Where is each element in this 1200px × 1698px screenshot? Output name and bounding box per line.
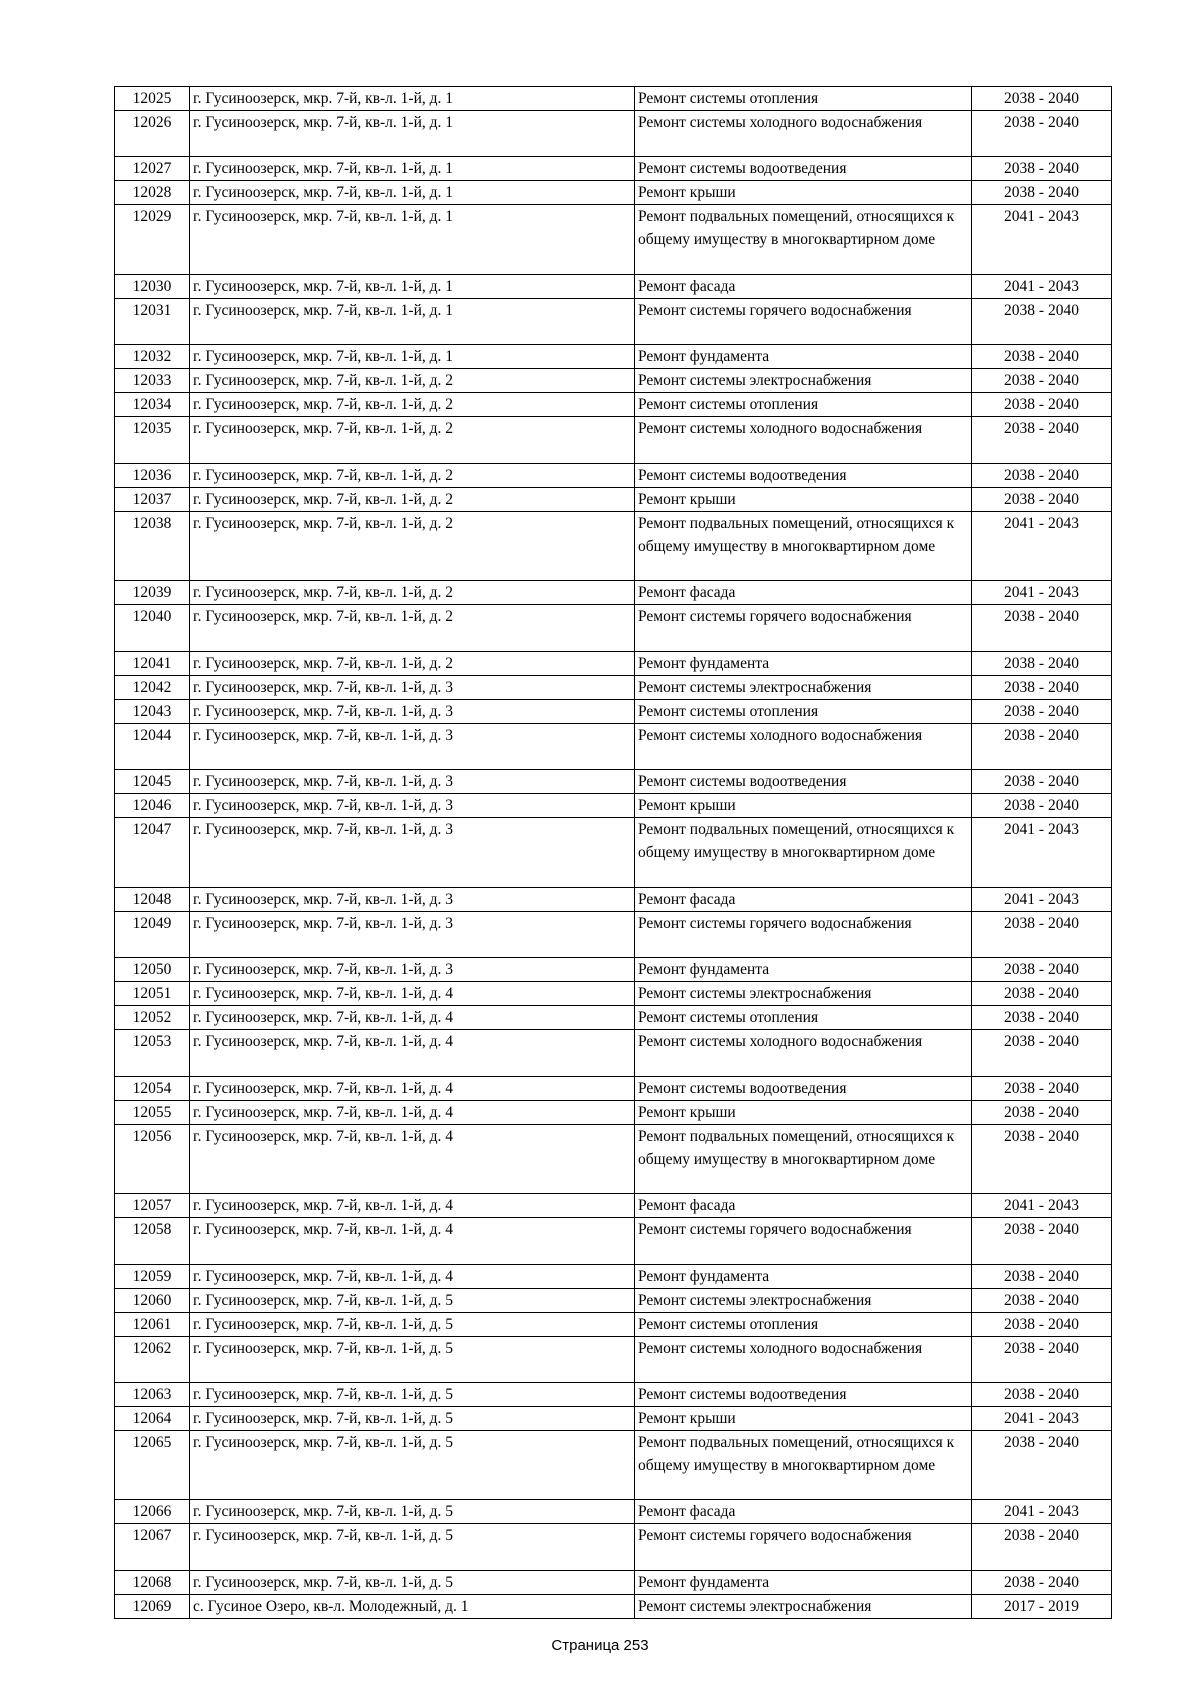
row-number-cell: 12061 xyxy=(115,1312,190,1336)
address-cell: г. Гусиноозерск, мкр. 7-й, кв-л. 1-й, д. 5 xyxy=(190,1524,635,1570)
period-cell: 2038 - 2040 xyxy=(972,675,1112,699)
work-type-cell: Ремонт подвальных помещений, относящихся к общему имуществу в многоквартирном доме xyxy=(635,205,972,275)
table-row xyxy=(115,1430,1112,1500)
table-row xyxy=(115,345,1112,369)
row-number-cell: 12041 xyxy=(115,651,190,675)
row-number-cell: 12036 xyxy=(115,463,190,487)
address-cell: г. Гусиноозерск, мкр. 7-й, кв-л. 1-й, д. 2 xyxy=(190,487,635,511)
period-cell: 2038 - 2040 xyxy=(972,794,1112,818)
period-cell: 2038 - 2040 xyxy=(972,1030,1112,1076)
address-cell: г. Гусиноозерск, мкр. 7-й, кв-л. 1-й, д. 2 xyxy=(190,463,635,487)
period-cell: 2041 - 2043 xyxy=(972,205,1112,275)
address-cell: г. Гусиноозерск, мкр. 7-й, кв-л. 1-й, д. 4 xyxy=(190,1006,635,1030)
capital-repair-table xyxy=(114,86,1112,1619)
work-type-cell: Ремонт крыши xyxy=(635,794,972,818)
address-cell: г. Гусиноозерск, мкр. 7-й, кв-л. 1-й, д. 2 xyxy=(190,417,635,463)
row-number-cell: 12047 xyxy=(115,818,190,888)
work-type-cell: Ремонт системы отопления xyxy=(635,393,972,417)
row-number-cell: 12032 xyxy=(115,345,190,369)
table-row xyxy=(115,87,1112,111)
address-cell: г. Гусиноозерск, мкр. 7-й, кв-л. 1-й, д. 5 xyxy=(190,1312,635,1336)
row-number-cell: 12064 xyxy=(115,1406,190,1430)
period-cell: 2038 - 2040 xyxy=(972,1382,1112,1406)
table-row xyxy=(115,1076,1112,1100)
table-row xyxy=(115,1382,1112,1406)
period-cell: 2038 - 2040 xyxy=(972,605,1112,651)
row-number-cell: 12034 xyxy=(115,393,190,417)
period-cell: 2038 - 2040 xyxy=(972,417,1112,463)
work-type-cell: Ремонт фасада xyxy=(635,1500,972,1524)
period-cell: 2038 - 2040 xyxy=(972,1100,1112,1124)
work-type-cell: Ремонт системы отопления xyxy=(635,1312,972,1336)
table-row xyxy=(115,511,1112,581)
table-row xyxy=(115,1500,1112,1524)
row-number-cell: 12029 xyxy=(115,205,190,275)
work-type-cell: Ремонт системы водоотведения xyxy=(635,157,972,181)
address-cell: г. Гусиноозерск, мкр. 7-й, кв-л. 1-й, д. 3 xyxy=(190,818,635,888)
table-row xyxy=(115,369,1112,393)
period-cell: 2038 - 2040 xyxy=(972,651,1112,675)
table-row xyxy=(115,699,1112,723)
work-type-cell: Ремонт подвальных помещений, относящихся к общему имуществу в многоквартирном доме xyxy=(635,1430,972,1500)
period-cell: 2038 - 2040 xyxy=(972,699,1112,723)
address-cell: г. Гусиноозерск, мкр. 7-й, кв-л. 1-й, д. 2 xyxy=(190,511,635,581)
table-row xyxy=(115,770,1112,794)
period-cell: 2038 - 2040 xyxy=(972,1430,1112,1500)
table-row xyxy=(115,675,1112,699)
row-number-cell: 12060 xyxy=(115,1288,190,1312)
period-cell: 2038 - 2040 xyxy=(972,1570,1112,1594)
address-cell: г. Гусиноозерск, мкр. 7-й, кв-л. 1-й, д. 4 xyxy=(190,1124,635,1194)
work-type-cell: Ремонт системы электроснабжения xyxy=(635,369,972,393)
table-row xyxy=(115,1194,1112,1218)
address-cell: с. Гусиное Озеро, кв-л. Молодежный, д. 1 xyxy=(190,1594,635,1618)
period-cell: 2041 - 2043 xyxy=(972,818,1112,888)
period-cell: 2041 - 2043 xyxy=(972,511,1112,581)
period-cell: 2038 - 2040 xyxy=(972,1336,1112,1382)
period-cell: 2017 - 2019 xyxy=(972,1594,1112,1618)
address-cell: г. Гусиноозерск, мкр. 7-й, кв-л. 1-й, д. 5 xyxy=(190,1288,635,1312)
period-cell: 2038 - 2040 xyxy=(972,298,1112,344)
work-type-cell: Ремонт фундамента xyxy=(635,651,972,675)
table-row xyxy=(115,1570,1112,1594)
table-row xyxy=(115,463,1112,487)
period-cell: 2038 - 2040 xyxy=(972,1006,1112,1030)
work-type-cell: Ремонт системы отопления xyxy=(635,87,972,111)
address-cell: г. Гусиноозерск, мкр. 7-й, кв-л. 1-й, д. 4 xyxy=(190,1194,635,1218)
row-number-cell: 12065 xyxy=(115,1430,190,1500)
address-cell: г. Гусиноозерск, мкр. 7-й, кв-л. 1-й, д. 5 xyxy=(190,1336,635,1382)
table-row xyxy=(115,1030,1112,1076)
address-cell: г. Гусиноозерск, мкр. 7-й, кв-л. 1-й, д. 1 xyxy=(190,205,635,275)
period-cell: 2038 - 2040 xyxy=(972,1076,1112,1100)
table-row xyxy=(115,1524,1112,1570)
work-type-cell: Ремонт фасада xyxy=(635,274,972,298)
period-cell: 2038 - 2040 xyxy=(972,463,1112,487)
table-row xyxy=(115,111,1112,157)
row-number-cell: 12026 xyxy=(115,111,190,157)
row-number-cell: 12049 xyxy=(115,911,190,957)
row-number-cell: 12057 xyxy=(115,1194,190,1218)
work-type-cell: Ремонт фундамента xyxy=(635,958,972,982)
row-number-cell: 12028 xyxy=(115,181,190,205)
row-number-cell: 12056 xyxy=(115,1124,190,1194)
period-cell: 2041 - 2043 xyxy=(972,274,1112,298)
address-cell: г. Гусиноозерск, мкр. 7-й, кв-л. 1-й, д. 4 xyxy=(190,1100,635,1124)
table-row xyxy=(115,1336,1112,1382)
row-number-cell: 12052 xyxy=(115,1006,190,1030)
work-type-cell: Ремонт системы электроснабжения xyxy=(635,982,972,1006)
row-number-cell: 12040 xyxy=(115,605,190,651)
address-cell: г. Гусиноозерск, мкр. 7-й, кв-л. 1-й, д. 3 xyxy=(190,911,635,957)
table-row xyxy=(115,417,1112,463)
row-number-cell: 12031 xyxy=(115,298,190,344)
work-type-cell: Ремонт фасада xyxy=(635,887,972,911)
period-cell: 2038 - 2040 xyxy=(972,369,1112,393)
table-row xyxy=(115,581,1112,605)
row-number-cell: 12030 xyxy=(115,274,190,298)
row-number-cell: 12046 xyxy=(115,794,190,818)
table-row xyxy=(115,958,1112,982)
period-cell: 2041 - 2043 xyxy=(972,1406,1112,1430)
row-number-cell: 12068 xyxy=(115,1570,190,1594)
table-row xyxy=(115,205,1112,275)
work-type-cell: Ремонт системы водоотведения xyxy=(635,1382,972,1406)
work-type-cell: Ремонт системы электроснабжения xyxy=(635,1288,972,1312)
work-type-cell: Ремонт подвальных помещений, относящихся к общему имуществу в многоквартирном доме xyxy=(635,1124,972,1194)
table-row xyxy=(115,794,1112,818)
work-type-cell: Ремонт системы горячего водоснабжения xyxy=(635,605,972,651)
work-type-cell: Ремонт системы отопления xyxy=(635,699,972,723)
address-cell: г. Гусиноозерск, мкр. 7-й, кв-л. 1-й, д. 4 xyxy=(190,1030,635,1076)
work-type-cell: Ремонт системы отопления xyxy=(635,1006,972,1030)
period-cell: 2038 - 2040 xyxy=(972,487,1112,511)
row-number-cell: 12025 xyxy=(115,87,190,111)
period-cell: 2038 - 2040 xyxy=(972,181,1112,205)
period-cell: 2038 - 2040 xyxy=(972,770,1112,794)
table-row xyxy=(115,487,1112,511)
row-number-cell: 12053 xyxy=(115,1030,190,1076)
row-number-cell: 12058 xyxy=(115,1218,190,1264)
period-cell: 2038 - 2040 xyxy=(972,1288,1112,1312)
period-cell: 2038 - 2040 xyxy=(972,1218,1112,1264)
address-cell: г. Гусиноозерск, мкр. 7-й, кв-л. 1-й, д. 4 xyxy=(190,982,635,1006)
table-row xyxy=(115,274,1112,298)
table-row xyxy=(115,723,1112,769)
table-row xyxy=(115,393,1112,417)
row-number-cell: 12066 xyxy=(115,1500,190,1524)
table-row xyxy=(115,911,1112,957)
table-row xyxy=(115,157,1112,181)
work-type-cell: Ремонт крыши xyxy=(635,1100,972,1124)
row-number-cell: 12051 xyxy=(115,982,190,1006)
address-cell: г. Гусиноозерск, мкр. 7-й, кв-л. 1-й, д. 2 xyxy=(190,581,635,605)
table-row xyxy=(115,1406,1112,1430)
address-cell: г. Гусиноозерск, мкр. 7-й, кв-л. 1-й, д. 5 xyxy=(190,1570,635,1594)
period-cell: 2038 - 2040 xyxy=(972,345,1112,369)
row-number-cell: 12045 xyxy=(115,770,190,794)
row-number-cell: 12035 xyxy=(115,417,190,463)
work-type-cell: Ремонт фундамента xyxy=(635,1570,972,1594)
table-row xyxy=(115,1100,1112,1124)
address-cell: г. Гусиноозерск, мкр. 7-й, кв-л. 1-й, д. 5 xyxy=(190,1430,635,1500)
work-type-cell: Ремонт системы холодного водоснабжения xyxy=(635,723,972,769)
row-number-cell: 12043 xyxy=(115,699,190,723)
page-number: Страница 253 xyxy=(551,1637,649,1654)
table-row xyxy=(115,818,1112,888)
work-type-cell: Ремонт крыши xyxy=(635,1406,972,1430)
address-cell: г. Гусиноозерск, мкр. 7-й, кв-л. 1-й, д. 3 xyxy=(190,794,635,818)
row-number-cell: 12062 xyxy=(115,1336,190,1382)
table-row xyxy=(115,982,1112,1006)
address-cell: г. Гусиноозерск, мкр. 7-й, кв-л. 1-й, д. 3 xyxy=(190,723,635,769)
address-cell: г. Гусиноозерск, мкр. 7-й, кв-л. 1-й, д. 2 xyxy=(190,605,635,651)
work-type-cell: Ремонт системы водоотведения xyxy=(635,770,972,794)
address-cell: г. Гусиноозерск, мкр. 7-й, кв-л. 1-й, д. 1 xyxy=(190,181,635,205)
address-cell: г. Гусиноозерск, мкр. 7-й, кв-л. 1-й, д. 1 xyxy=(190,157,635,181)
row-number-cell: 12037 xyxy=(115,487,190,511)
work-type-cell: Ремонт системы горячего водоснабжения xyxy=(635,911,972,957)
work-type-cell: Ремонт системы горячего водоснабжения xyxy=(635,298,972,344)
table-row xyxy=(115,298,1112,344)
period-cell: 2038 - 2040 xyxy=(972,911,1112,957)
row-number-cell: 12042 xyxy=(115,675,190,699)
work-type-cell: Ремонт системы электроснабжения xyxy=(635,675,972,699)
address-cell: г. Гусиноозерск, мкр. 7-й, кв-л. 1-й, д. 4 xyxy=(190,1076,635,1100)
address-cell: г. Гусиноозерск, мкр. 7-й, кв-л. 1-й, д. 2 xyxy=(190,393,635,417)
address-cell: г. Гусиноозерск, мкр. 7-й, кв-л. 1-й, д. 1 xyxy=(190,298,635,344)
table-row xyxy=(115,181,1112,205)
address-cell: г. Гусиноозерск, мкр. 7-й, кв-л. 1-й, д. 5 xyxy=(190,1406,635,1430)
period-cell: 2038 - 2040 xyxy=(972,157,1112,181)
period-cell: 2038 - 2040 xyxy=(972,393,1112,417)
table-row xyxy=(115,1288,1112,1312)
work-type-cell: Ремонт системы холодного водоснабжения xyxy=(635,111,972,157)
address-cell: г. Гусиноозерск, мкр. 7-й, кв-л. 1-й, д. 1 xyxy=(190,111,635,157)
row-number-cell: 12044 xyxy=(115,723,190,769)
address-cell: г. Гусиноозерск, мкр. 7-й, кв-л. 1-й, д. 3 xyxy=(190,699,635,723)
row-number-cell: 12039 xyxy=(115,581,190,605)
period-cell: 2038 - 2040 xyxy=(972,87,1112,111)
address-cell: г. Гусиноозерск, мкр. 7-й, кв-л. 1-й, д. 4 xyxy=(190,1218,635,1264)
period-cell: 2038 - 2040 xyxy=(972,1124,1112,1194)
work-type-cell: Ремонт фундамента xyxy=(635,1264,972,1288)
address-cell: г. Гусиноозерск, мкр. 7-й, кв-л. 1-й, д. 3 xyxy=(190,887,635,911)
address-cell: г. Гусиноозерск, мкр. 7-й, кв-л. 1-й, д. 3 xyxy=(190,675,635,699)
row-number-cell: 12069 xyxy=(115,1594,190,1618)
period-cell: 2041 - 2043 xyxy=(972,581,1112,605)
table-row xyxy=(115,1124,1112,1194)
table-row xyxy=(115,1594,1112,1618)
work-type-cell: Ремонт подвальных помещений, относящихся к общему имуществу в многоквартирном доме xyxy=(635,511,972,581)
period-cell: 2038 - 2040 xyxy=(972,1264,1112,1288)
work-type-cell: Ремонт фасада xyxy=(635,1194,972,1218)
table-body xyxy=(115,87,1112,1619)
table-row xyxy=(115,887,1112,911)
period-cell: 2041 - 2043 xyxy=(972,887,1112,911)
work-type-cell: Ремонт системы холодного водоснабжения xyxy=(635,1336,972,1382)
work-type-cell: Ремонт фундамента xyxy=(635,345,972,369)
period-cell: 2038 - 2040 xyxy=(972,958,1112,982)
row-number-cell: 12048 xyxy=(115,887,190,911)
work-type-cell: Ремонт системы водоотведения xyxy=(635,463,972,487)
address-cell: г. Гусиноозерск, мкр. 7-й, кв-л. 1-й, д. 5 xyxy=(190,1382,635,1406)
work-type-cell: Ремонт системы холодного водоснабжения xyxy=(635,417,972,463)
period-cell: 2041 - 2043 xyxy=(972,1500,1112,1524)
address-cell: г. Гусиноозерск, мкр. 7-й, кв-л. 1-й, д. 2 xyxy=(190,369,635,393)
work-type-cell: Ремонт крыши xyxy=(635,181,972,205)
row-number-cell: 12050 xyxy=(115,958,190,982)
address-cell: г. Гусиноозерск, мкр. 7-й, кв-л. 1-й, д. 1 xyxy=(190,87,635,111)
row-number-cell: 12067 xyxy=(115,1524,190,1570)
work-type-cell: Ремонт системы холодного водоснабжения xyxy=(635,1030,972,1076)
row-number-cell: 12054 xyxy=(115,1076,190,1100)
period-cell: 2038 - 2040 xyxy=(972,1524,1112,1570)
row-number-cell: 12033 xyxy=(115,369,190,393)
row-number-cell: 12063 xyxy=(115,1382,190,1406)
period-cell: 2038 - 2040 xyxy=(972,1312,1112,1336)
work-type-cell: Ремонт системы электроснабжения xyxy=(635,1594,972,1618)
address-cell: г. Гусиноозерск, мкр. 7-й, кв-л. 1-й, д. 3 xyxy=(190,958,635,982)
row-number-cell: 12038 xyxy=(115,511,190,581)
work-type-cell: Ремонт подвальных помещений, относящихся к общему имуществу в многоквартирном доме xyxy=(635,818,972,888)
work-type-cell: Ремонт системы горячего водоснабжения xyxy=(635,1524,972,1570)
table-row xyxy=(115,1312,1112,1336)
table-row xyxy=(115,1264,1112,1288)
work-type-cell: Ремонт системы горячего водоснабжения xyxy=(635,1218,972,1264)
period-cell: 2038 - 2040 xyxy=(972,111,1112,157)
row-number-cell: 12027 xyxy=(115,157,190,181)
table-row xyxy=(115,651,1112,675)
work-type-cell: Ремонт крыши xyxy=(635,487,972,511)
row-number-cell: 12055 xyxy=(115,1100,190,1124)
table-row xyxy=(115,605,1112,651)
period-cell: 2041 - 2043 xyxy=(972,1194,1112,1218)
address-cell: г. Гусиноозерск, мкр. 7-й, кв-л. 1-й, д. 1 xyxy=(190,274,635,298)
table-row xyxy=(115,1006,1112,1030)
address-cell: г. Гусиноозерск, мкр. 7-й, кв-л. 1-й, д. 1 xyxy=(190,345,635,369)
address-cell: г. Гусиноозерск, мкр. 7-й, кв-л. 1-й, д. 4 xyxy=(190,1264,635,1288)
work-type-cell: Ремонт системы водоотведения xyxy=(635,1076,972,1100)
address-cell: г. Гусиноозерск, мкр. 7-й, кв-л. 1-й, д. 2 xyxy=(190,651,635,675)
table-row xyxy=(115,1218,1112,1264)
period-cell: 2038 - 2040 xyxy=(972,723,1112,769)
address-cell: г. Гусиноозерск, мкр. 7-й, кв-л. 1-й, д. 5 xyxy=(190,1500,635,1524)
row-number-cell: 12059 xyxy=(115,1264,190,1288)
address-cell: г. Гусиноозерск, мкр. 7-й, кв-л. 1-й, д. 3 xyxy=(190,770,635,794)
work-type-cell: Ремонт фасада xyxy=(635,581,972,605)
period-cell: 2038 - 2040 xyxy=(972,982,1112,1006)
